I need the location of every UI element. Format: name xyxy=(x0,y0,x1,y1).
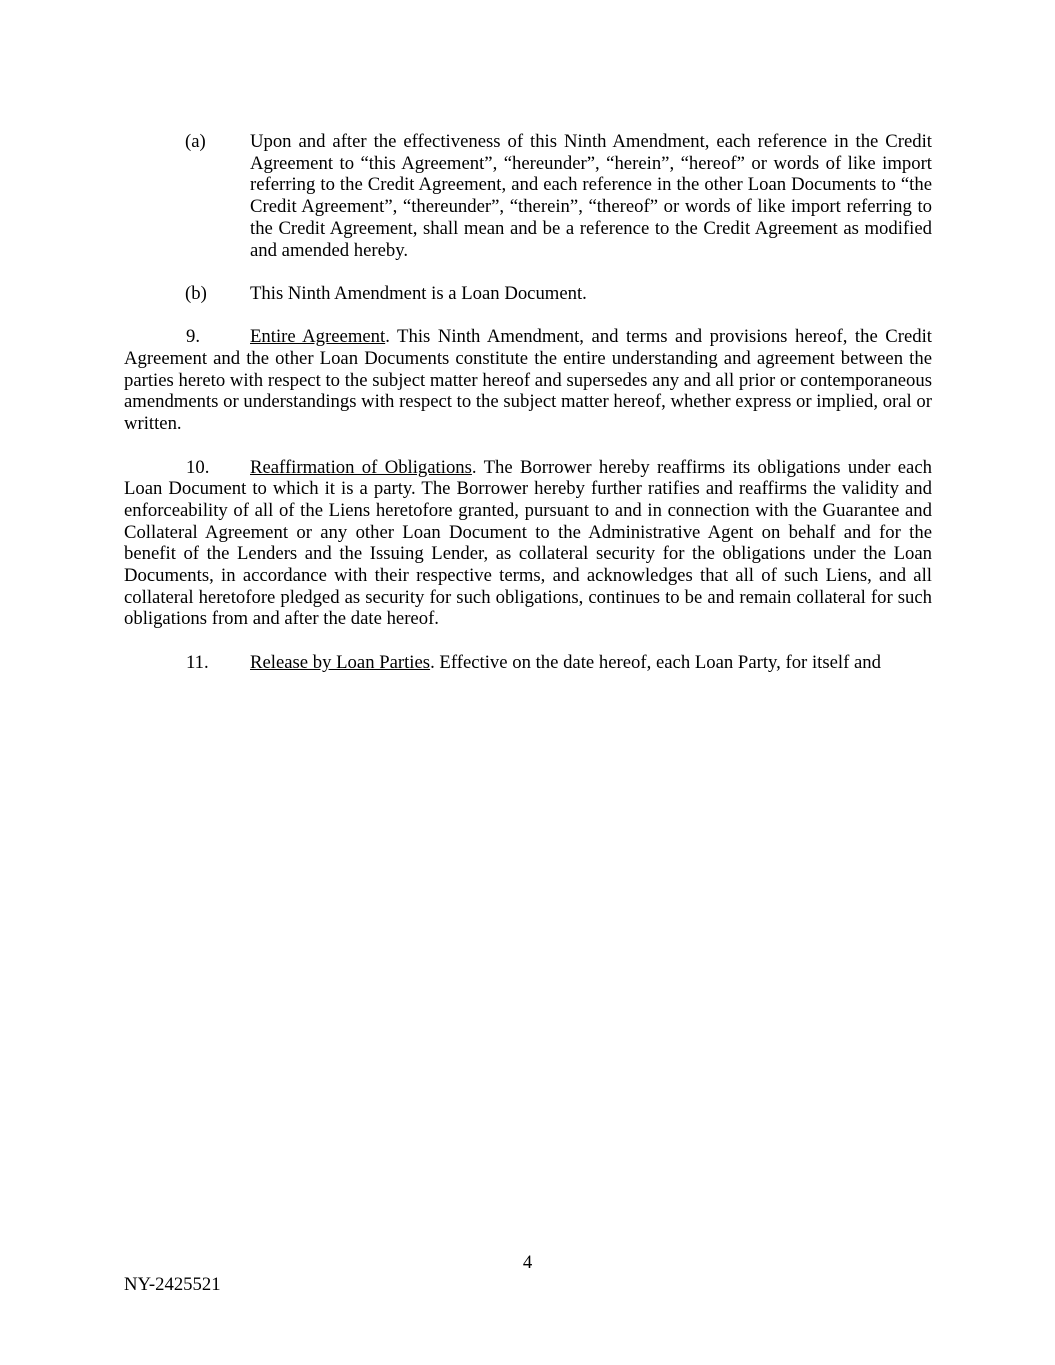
section-11-number: 11. xyxy=(186,651,209,673)
clause-a xyxy=(185,131,932,261)
section-9-number: 9. xyxy=(186,326,201,348)
section-11-paragraph xyxy=(124,652,932,674)
section-10-heading: Reaffirmation of Obligations xyxy=(250,456,472,478)
section-9-paragraph xyxy=(124,326,932,435)
section-11-heading: Release by Loan Parties xyxy=(250,651,431,673)
clause-a-text: Upon and after the effectiveness of this Ninth Amendment, each reference in the Credit Agreement to “this Agreement”, “hereunder”, “herein”, “hereof” or words of like import referring to the Credit Agreement, and each reference in the other Loan Documents to “the Credit Agreement”, “thereunder”, “therein”, “thereof” or words of like import referring to the Credit Agreement, shall mean and be a reference to the Credit Agreement as modified and amended hereby. xyxy=(250,131,932,261)
section-11-body: . Effective on the date hereof, each Loan Party, for itself and xyxy=(430,651,881,673)
clause-a-label: (a) xyxy=(185,131,206,152)
section-10-paragraph xyxy=(124,457,932,631)
clause-b xyxy=(185,282,932,305)
page-number: 4 xyxy=(522,1252,533,1273)
clause-b-text: This Ninth Amendment is a Loan Document. xyxy=(250,282,587,304)
section-10-body: . The Borrower hereby reaffirms its obligations under each Loan Document to which it is a party. The Borrower hereby further ratifies and reaffirms the validity and enforceability of all of the Liens heretofore granted, pursuant to and in connection with the Guarantee and Collateral Agreement or any other Loan Document to the Administrative Agent on behalf and for the benefit of the Lenders and the Issuing Lender, as collateral security for the obligations under the Loan Documents, in accordance with their respective terms, and acknowledges that all of such Liens, and all collateral heretofore pledged as security for such obligations, continues to be and remain collateral for such obligations from and after the date hereof. xyxy=(124,456,932,630)
section-9-heading: Entire Agreement xyxy=(250,326,386,348)
document-body xyxy=(124,131,932,695)
section-9-body: . This Ninth Amendment, and terms and provisions hereof, the Credit Agreement and the other Loan Documents constitute the entire understanding and agreement between the parties hereto with respect to the subject matter hereof and supersedes any and all prior or contemporaneous amendments or understandings with respect to the subject matter hereof, whether express or implied, oral or written. xyxy=(124,326,932,435)
clause-b-label: (b) xyxy=(185,282,207,304)
section-10-number: 10. xyxy=(186,456,210,478)
document-id-footer: NY-2425521 xyxy=(124,1274,221,1295)
